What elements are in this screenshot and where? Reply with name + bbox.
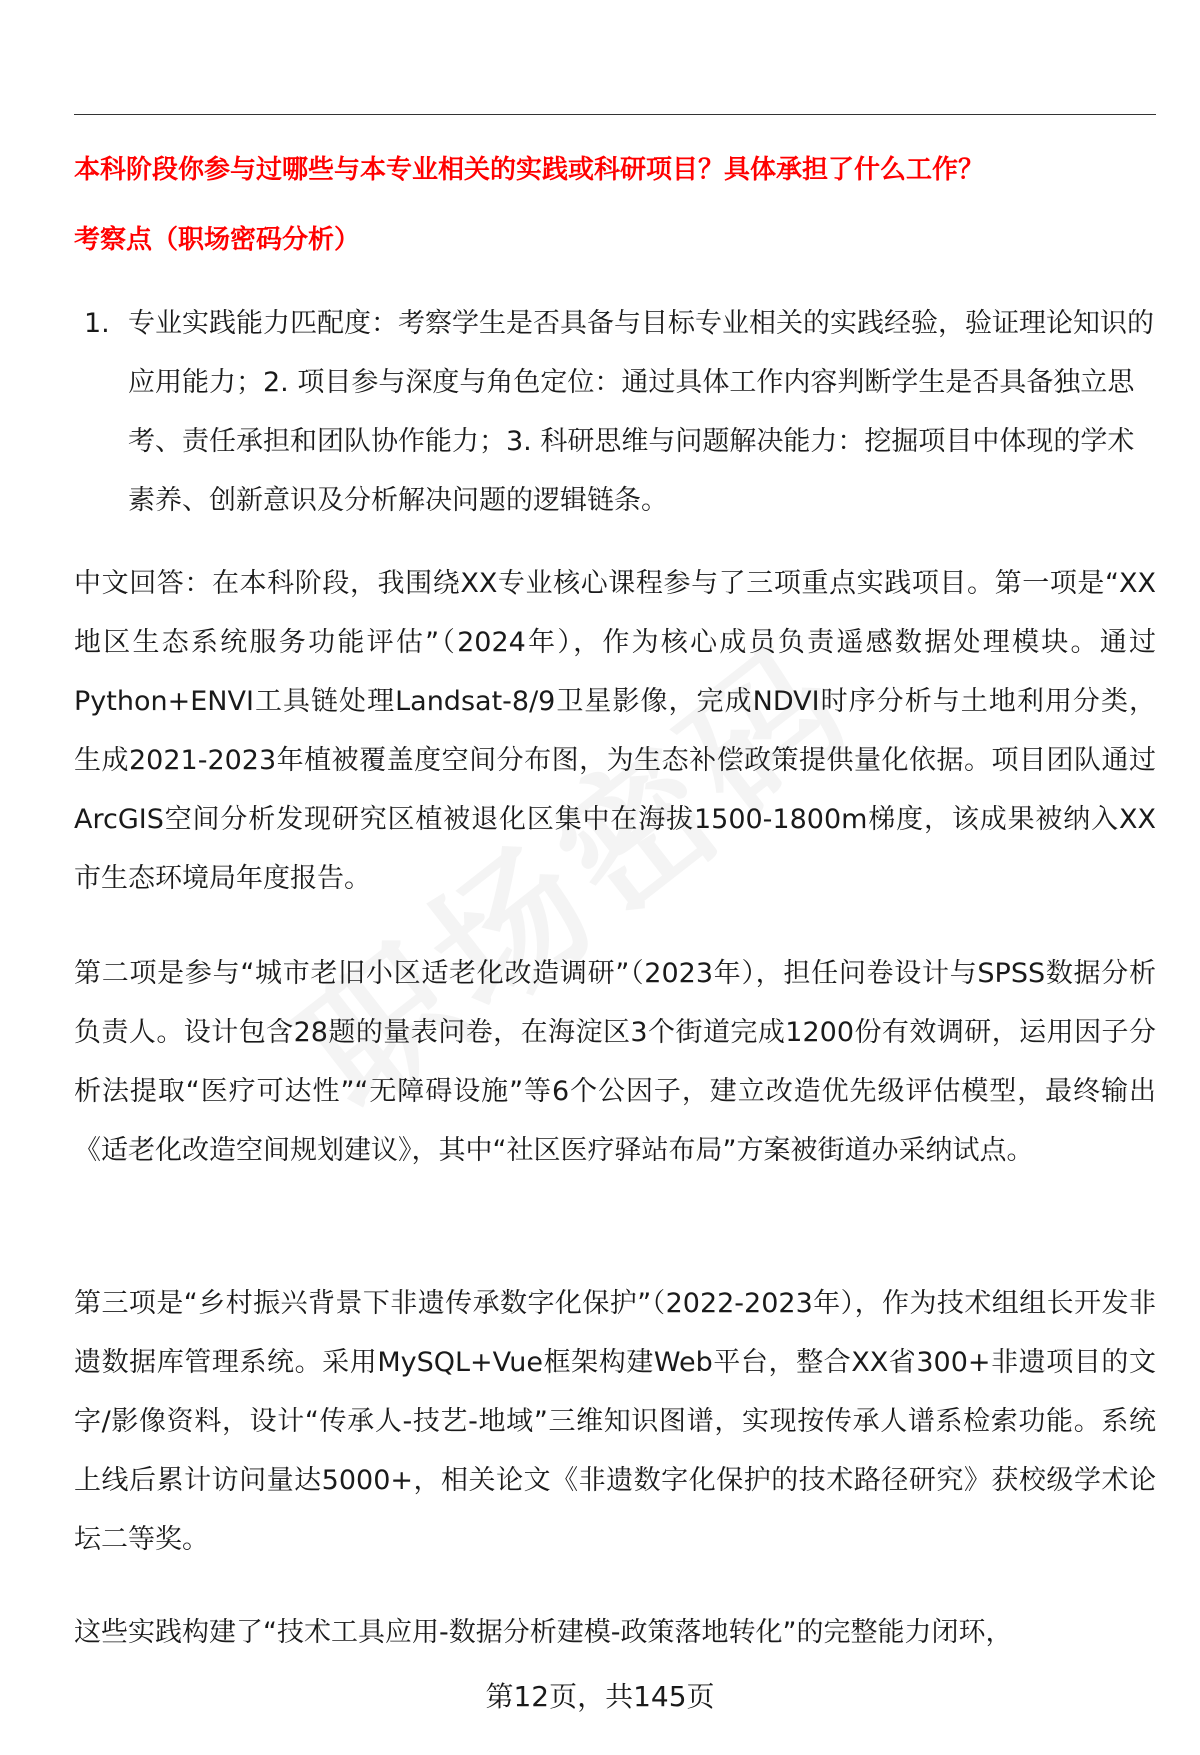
top-divider: [74, 114, 1156, 115]
answer-paragraph-3: 第三项是“乡村振兴背景下非遗传承数字化保护”（2022-2023年），作为技术组组长开发非遗数据库管理系统。采用MySQL+Vue框架构建Web平台，整合XX省300+非遗项目的文字/影像资料，设计“传承人-技艺-地域”三维知识图谱，实现按传承人谱系检索功能。系统上线后累计访问量达5000+，相关论文《非遗数字化保护的技术路径研究》获校级学术论坛二等奖。: [74, 1288, 1156, 1555]
key-points-list: [74, 294, 1154, 530]
key-point-number: 1.: [84, 308, 110, 339]
answer-paragraph-2: 第二项是参与“城市老旧小区适老化改造调研”（2023年），担任问卷设计与SPSS数据分析负责人。设计包含28题的量表问卷，在海淀区3个街道完成1200份有效调研，运用因子分析法提取“医疗可达性”“无障碍设施”等6个公因子，建立改造优先级评估模型，最终输出《适老化改造空间规划建议》，其中“社区医疗驿站布局”方案被街道办采纳试点。: [74, 958, 1156, 1166]
key-points-heading: 考察点（职场密码分析）: [74, 225, 361, 255]
answer-paragraph-4: 这些实践构建了“技术工具应用-数据分析建模-政策落地转化”的完整能力闭环，: [74, 1617, 1013, 1648]
key-point-item: [74, 294, 1154, 530]
key-point-text: 专业实践能力匹配度：考察学生是否具备与目标专业相关的实践经验，验证理论知识的应用能力；2. 项目参与深度与角色定位：通过具体工作内容判断学生是否具备独立思考、责任承担和团队协作能力；3. 科研思维与问题解决能力：挖掘项目中体现的学术素养、创新意识及分析解决问题的逻辑链条。: [128, 308, 1154, 516]
page-number-footer: 第12页，共145页: [485, 1680, 715, 1713]
question-heading: 本科阶段你参与过哪些与本专业相关的实践或科研项目？具体承担了什么工作？: [74, 155, 985, 185]
answer-paragraph-1: 中文回答：在本科阶段，我围绕XX专业核心课程参与了三项重点实践项目。第一项是“XX地区生态系统服务功能评估”（2024年），作为核心成员负责遥感数据处理模块。通过Python+ENVI工具链处理Landsat-8/9卫星影像，完成NDVI时序分析与土地利用分类，生成2021-2023年植被覆盖度空间分布图，为生态补偿政策提供量化依据。项目团队通过ArcGIS空间分析发现研究区植被退化区集中在海拔1500-1800m梯度，该成果被纳入XX市生态环境局年度报告。: [74, 568, 1156, 894]
